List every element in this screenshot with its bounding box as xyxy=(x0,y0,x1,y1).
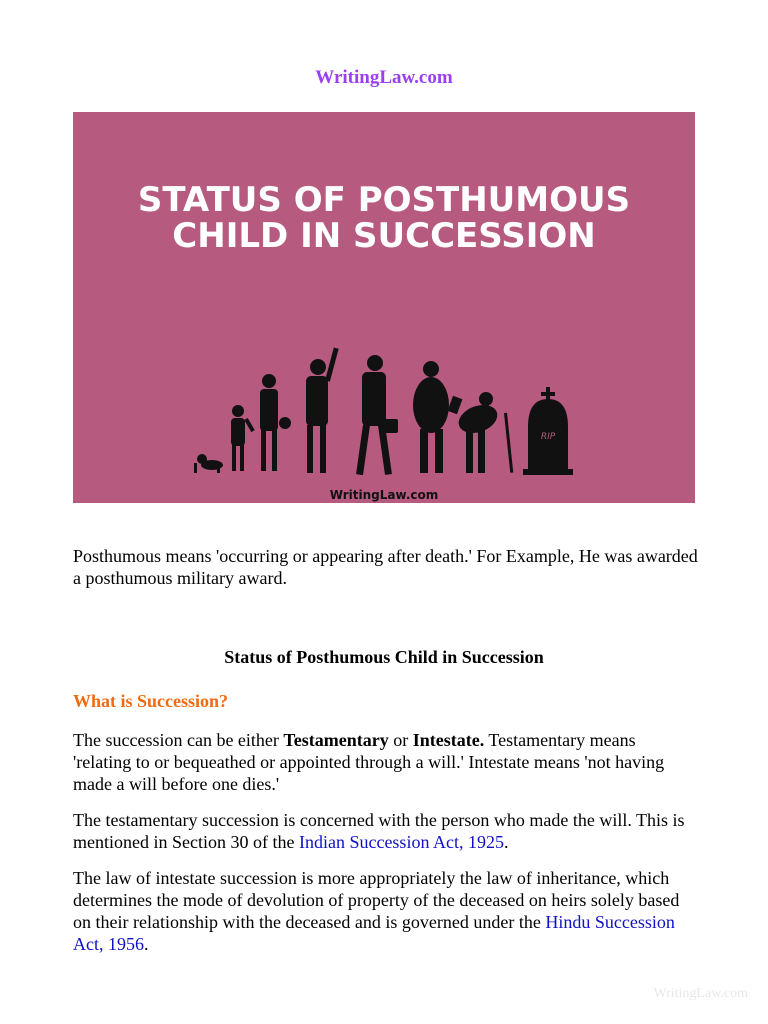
p3-text-1: The law of intestate succession is more appropriately the law of inheritance, which determines the mode of devolution of property of the deceased on heirs solely based on their relationship with the deceased and is governed under the xyxy=(73,868,680,932)
footer-watermark: WritingLaw.com xyxy=(653,986,748,1001)
p1-text-3: Testamentary means 'relating to or bequeathed or appointed through a will.' Intestate means 'not having made a will before one dies.' xyxy=(73,730,665,794)
elderly-silhouette xyxy=(455,392,514,473)
banner-watermark: WritingLaw.com xyxy=(329,488,439,502)
article-heading: Status of Posthumous Child in Succession xyxy=(224,647,544,667)
p1-text-2: or xyxy=(388,730,413,750)
paragraph-intestate xyxy=(73,867,698,955)
life-stages-silhouette xyxy=(188,347,588,487)
p1-text-1: The succession can be either xyxy=(73,730,284,750)
term-testamentary: Testamentary xyxy=(283,730,389,750)
banner-title xyxy=(73,182,695,254)
toddler-silhouette xyxy=(231,405,255,471)
banner-title-line2: CHILD IN SUCCESSION xyxy=(172,216,596,256)
article-banner-image xyxy=(73,112,695,503)
term-intestate: Intestate. xyxy=(412,730,485,750)
indian-succession-act-link[interactable]: Indian Succession Act, 1925 xyxy=(298,832,504,852)
paragraph-testamentary xyxy=(73,809,698,853)
teen-silhouette xyxy=(306,347,339,473)
p3-text-2: . xyxy=(144,934,149,954)
banner-title-line1: STATUS OF POSTHUMOUS xyxy=(137,180,631,220)
middle-aged-silhouette xyxy=(413,361,462,473)
site-title: WritingLaw.com xyxy=(315,67,453,88)
paragraph-succession-types xyxy=(73,729,698,795)
baby-silhouette xyxy=(194,454,223,473)
p2-text-1: The testamentary succession is concerned with the person who made the will. This is mentioned in Section 30 of the xyxy=(73,810,685,852)
section-subheading: What is Succession? xyxy=(73,691,229,711)
tombstone-silhouette xyxy=(523,387,573,475)
tombstone-text: RIP xyxy=(540,432,556,442)
child-silhouette xyxy=(260,374,291,471)
adult-silhouette xyxy=(356,355,398,475)
hindu-succession-act-link[interactable]: Hindu Succession Act, 1956 xyxy=(73,912,675,954)
intro-paragraph: Posthumous means 'occurring or appearing after death.' For Example, He was awarded a posthumous military award. xyxy=(73,546,698,588)
p2-text-2: . xyxy=(503,832,509,852)
